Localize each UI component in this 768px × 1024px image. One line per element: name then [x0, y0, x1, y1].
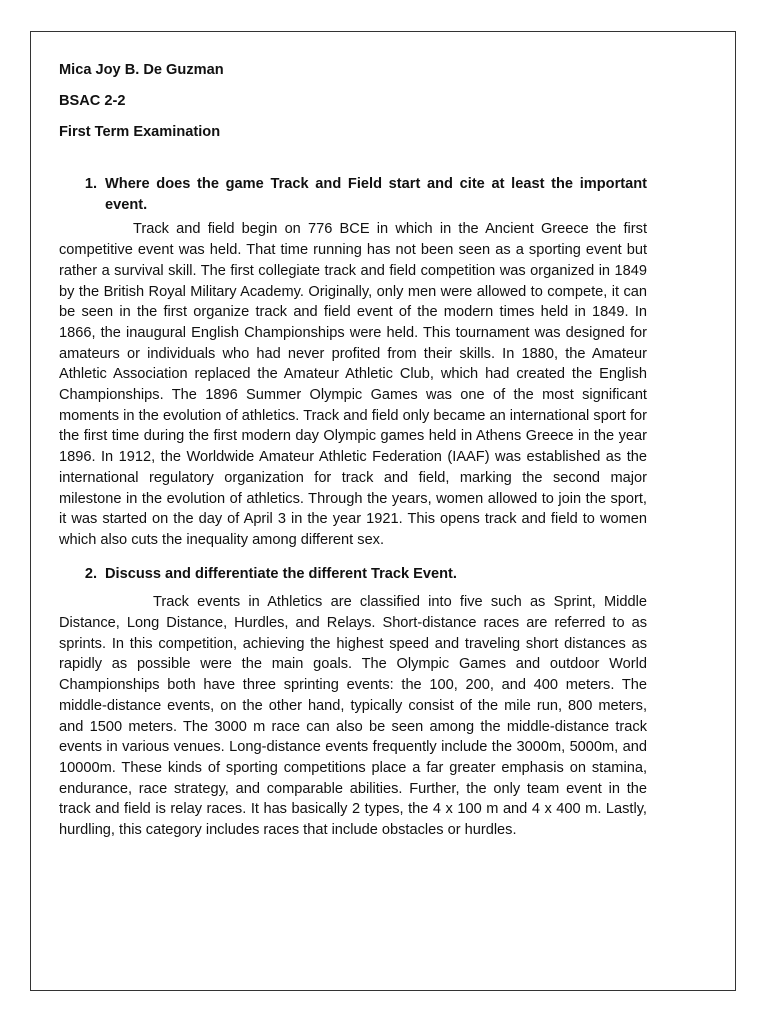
question-1-number: 1. — [84, 176, 97, 192]
question-2-number: 2. — [84, 565, 97, 582]
question-2 — [59, 564, 647, 585]
student-section: BSAC 2-2 — [59, 93, 126, 109]
answer-1-paragraph: Track and field begin on 776 BCE in which in the Ancient Greece the first competitive event was held. That time running has not been seen as a sporting event but rather a survival skill. The first collegiate track and field competition was organized in 1849 by the British Royal Military Academy. Originally, only men were allowed to compete, it can be seen in the first organize track and field event of the modern times held in 1849. In 1866, the inaugural English Championships were held. This tournament was designed for amateurs or individuals who had never profited from their skills. In 1880, the Amateur Athletic Association replaced the Amateur Athletic Club, which had created the English Championships. The 1896 Summer Olympic Games was one of the most significant moments in the evolution of athletics. Track and field only became an international sport for the first time during the first modern day Olympic games held in Athens Greece in the year 1896. In 1912, the Worldwide Amateur Athletic Federation (IAAF) was established as the international regulatory organization for track and field, marking the second major milestone in the evolution of athletics. Through the years, women allowed to join the sport, it was started on the day of April 3 in the year 1921. This opens track and field to women which also cuts the inequality among different sex. — [59, 221, 647, 548]
student-name: Mica Joy B. De Guzman — [59, 62, 224, 78]
document-content — [59, 60, 647, 841]
exam-title: First Term Examination — [59, 124, 221, 140]
question-2-text: Discuss and differentiate the different Track Event. — [105, 565, 457, 582]
question-1-text: Where does the game Track and Field start and cite at least the important event. — [105, 176, 647, 213]
question-1 — [59, 174, 647, 215]
answer-2-paragraph: Track events in Athletics are classified into five such as Sprint, Middle Distance, Long Distance, Hurdles, and Relays. Short-distance races are referred to as sprints. In this competition, achieving the highest speed and traveling short distances as rapidly as possible were the main goals. The Olympic Games and outdoor World Championships both have three sprinting events: the 100, 200, and 400 meters. The middle-distance events, on the other hand, typically consist of the mile run, 800 meters, and 1500 meters. The 3000 m race can also be seen among the middle-distance track events in various venues. Long-distance events frequently include the 3000m, 5000m, and 10000m. These kinds of sporting competitions place a far greater emphasis on stamina, endurance, race strategy, and comparable abilities. Further, the only team event in the track and field is relay races. It has basically 2 types, the 4 x 100 m and 4 x 400 m. Lastly, hurdling, this category includes races that include obstacles or hurdles. — [59, 594, 647, 839]
